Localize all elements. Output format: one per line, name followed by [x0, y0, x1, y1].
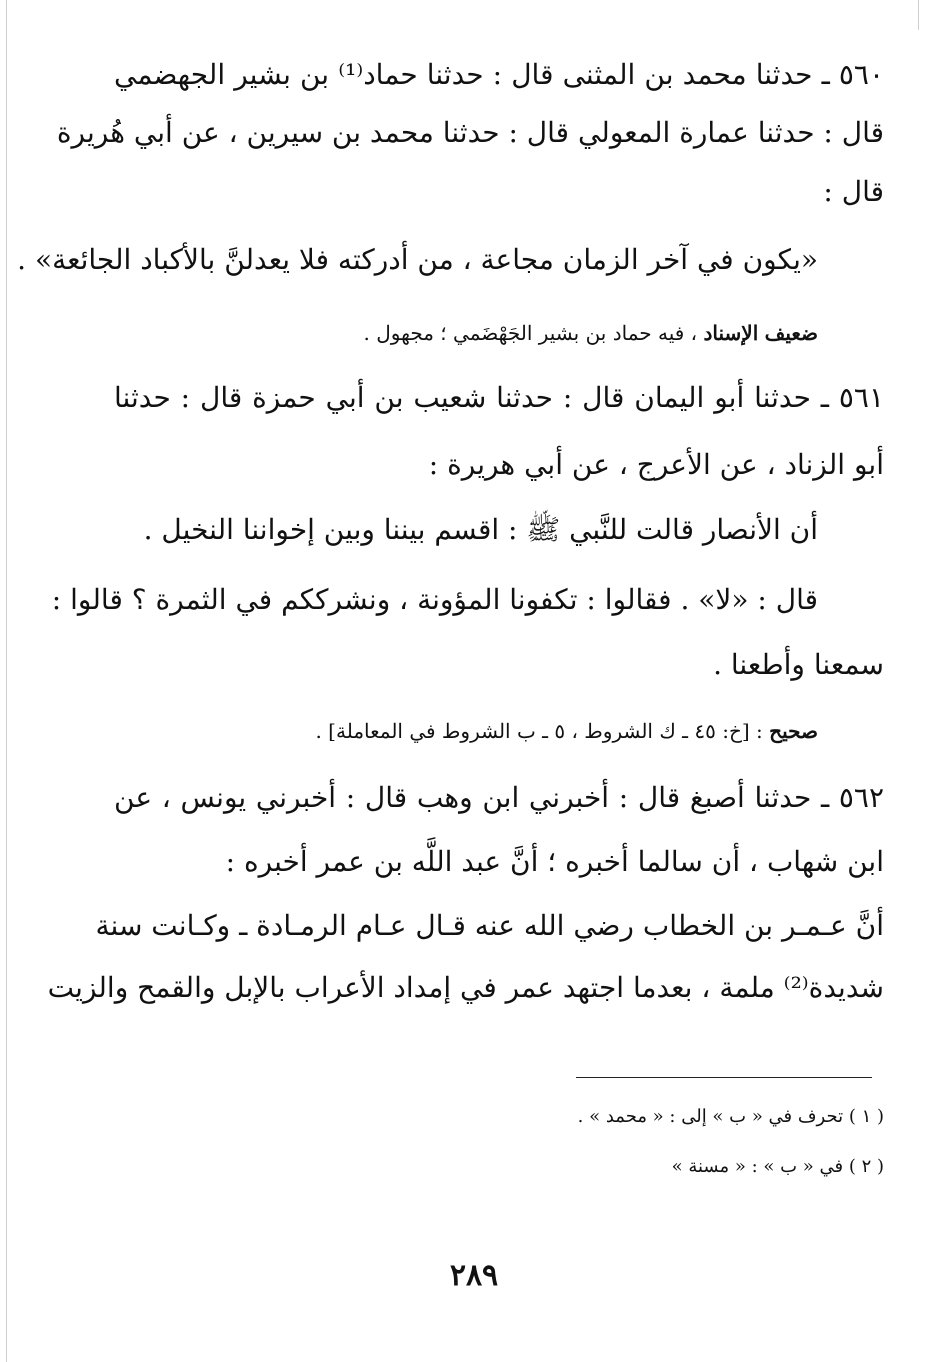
hadith-560-isnad-line-1: ٥٦٠ ـ حدثنا محمد بن المثنى قال : حدثنا حماد⁽¹⁾ بن بشير الجهضمي — [114, 58, 885, 91]
hadith-560-isnad-line-2: قال : حدثنا عمارة المعولي قال : حدثنا محمد بن سيرين ، عن أبي هُريرة — [56, 116, 884, 149]
grade-text: ، فيه حماد بن بشير الجَهْضَمي ؛ مجهول . — [363, 321, 698, 345]
hadith-561-isnad-line-2: أبو الزناد ، عن الأعرج ، عن أبي هريرة : — [428, 448, 884, 481]
grade-word: الإسناد — [703, 321, 759, 345]
footnote-1: ( ١ ) تحرف في « ب » إلى : « محمد » . — [577, 1106, 884, 1127]
hadith-560-grading — [118, 318, 818, 348]
hadith-561-matn-line-1: أن الأنصار قالت للنَّبي ﷺ : اقسم بيننا وبين إخواننا النخيل . — [143, 513, 818, 546]
grade-text: : [خ: ٤٥ ـ ك الشروط ، ٥ ـ ب الشروط في المعاملة] . — [315, 719, 763, 743]
grade-label: صحيح — [769, 719, 818, 743]
hadith-560-isnad-line-3: قال : — [823, 175, 884, 208]
hadith-562-isnad-line-1: ٥٦٢ ـ حدثنا أصبغ قال : أخبرني ابن وهب قال : أخبرني يونس ، عن — [114, 781, 884, 814]
footnote-2: ( ٢ ) في « ب » : « مسنة » — [671, 1156, 884, 1177]
grade-label: ضعيف — [764, 321, 818, 345]
footnote-separator — [576, 1077, 872, 1078]
hadith-561-grading — [118, 716, 818, 746]
hadith-562-matn-line-1: أنَّ عـمـر بن الخطاب رضي الله عنه قـال عـام الرمـادة ـ وكـانت سنة — [95, 909, 884, 942]
page-number: ٢٨٩ — [449, 1258, 499, 1293]
hadith-560-matn: «يكون في آخر الزمان مجاعة ، من أدركته فلا يعدلنَّ بالأكباد الجائعة» . — [17, 243, 818, 276]
hadith-561-matn-line-2: قال : «لا» . فقالوا : تكفونا المؤونة ، ونشرككم في الثمرة ؟ قالوا : — [51, 583, 818, 616]
scan-edge-left — [6, 0, 7, 1362]
scan-edge-right — [918, 0, 919, 30]
hadith-561-matn-line-3: سمعنا وأطعنا . — [713, 648, 884, 681]
hadith-562-matn-line-2: شديدة⁽²⁾ ملمة ، بعدما اجتهد عمر في إمداد الأعراب بالإبل والقمح والزيت — [47, 971, 884, 1004]
hadith-562-isnad-line-2: ابن شهاب ، أن سالما أخبره ؛ أنَّ عبد اللَّه بن عمر أخبره : — [225, 845, 884, 878]
hadith-561-isnad-line-1: ٥٦١ ـ حدثنا أبو اليمان قال : حدثنا شعيب بن أبي حمزة قال : حدثنا — [114, 381, 885, 414]
